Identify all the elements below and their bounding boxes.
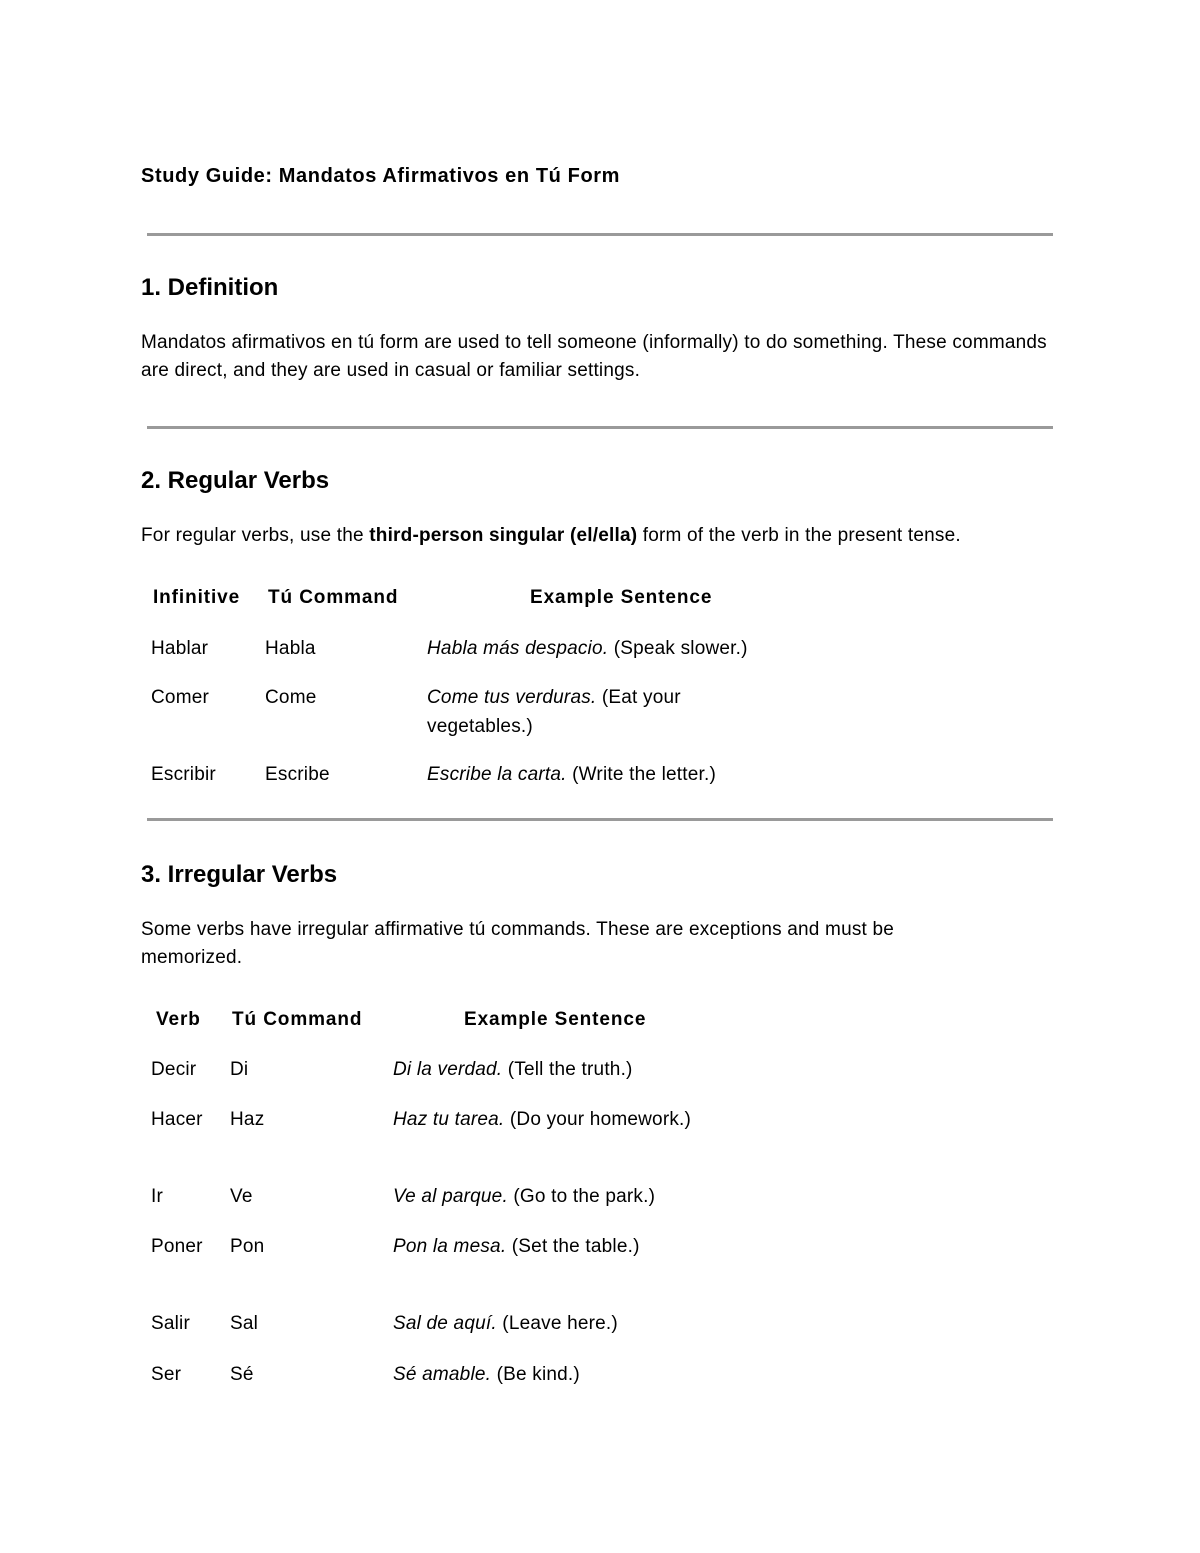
table-cell: Sé: [230, 1364, 254, 1385]
divider: [147, 233, 1053, 236]
table-cell: Comer: [151, 687, 210, 708]
example-spanish: Escribe la carta.: [427, 764, 567, 785]
example-english: (Tell the truth.): [502, 1059, 633, 1080]
intro-emphasis: third-person singular (el/ella): [369, 525, 638, 546]
example-spanish: Sé amable.: [393, 1364, 492, 1385]
column-header: Infinitive: [153, 587, 241, 608]
example-english: (Leave here.): [496, 1313, 618, 1334]
table-cell: Ser: [151, 1364, 182, 1385]
example-english: (Do your homework.): [504, 1109, 692, 1130]
table-cell: Ir: [151, 1186, 164, 1207]
column-header: Verb: [156, 1009, 201, 1030]
divider: [147, 426, 1053, 429]
table-cell: Escribe: [265, 764, 330, 785]
table-cell: Escribir: [151, 764, 216, 785]
table-cell: Ve: [230, 1186, 253, 1207]
section-heading-definition: 1. Definition: [141, 274, 279, 301]
section-heading-regular-verbs: 2. Regular Verbs: [141, 467, 330, 494]
example-english: (Speak slower.): [608, 638, 748, 659]
example-spanish: Ve al parque.: [393, 1186, 508, 1207]
example-spanish: Pon la mesa.: [393, 1236, 507, 1257]
divider: [147, 818, 1053, 821]
table-cell: Pon: [230, 1236, 265, 1257]
table-cell-example: [393, 1313, 618, 1335]
table-cell-example: [393, 1186, 655, 1208]
table-cell: Salir: [151, 1313, 191, 1334]
example-spanish: Di la verdad.: [393, 1059, 503, 1080]
example-spanish: Come tus verduras.: [427, 687, 597, 708]
table-cell: Sal: [230, 1313, 259, 1334]
column-header: Tú Command: [232, 1009, 363, 1030]
table-cell-example: [393, 1236, 640, 1258]
column-header: Example Sentence: [530, 587, 713, 608]
intro-text: For regular verbs, use the: [141, 525, 370, 546]
table-cell-example: [393, 1109, 691, 1131]
definition-text: Mandatos afirmativos en tú form are used to tell someone (informally) to do something. These commands are direct, and they are used in casual or familiar settings.: [141, 332, 1047, 381]
table-cell: Hacer: [151, 1109, 203, 1130]
table-cell: Poner: [151, 1236, 203, 1257]
table-cell-example: [393, 1364, 580, 1386]
intro-text: form of the verb in the present tense.: [637, 525, 961, 546]
example-english: (Be kind.): [491, 1364, 580, 1385]
example-english: (Go to the park.): [507, 1186, 656, 1207]
table-cell-example: [427, 634, 767, 663]
irregular-verbs-intro: Some verbs have irregular affirmative tú commands. These are exceptions and must be memorized.: [141, 919, 895, 968]
example-spanish: Sal de aquí.: [393, 1313, 497, 1334]
table-cell: Hablar: [151, 638, 209, 659]
example-english: (Set the table.): [506, 1236, 640, 1257]
regular-verbs-intro: [141, 522, 1056, 550]
table-cell-example: [393, 1059, 633, 1081]
table-cell: Di: [230, 1059, 249, 1080]
page-title: Study Guide: Mandatos Afirmativos en Tú Form: [141, 165, 621, 187]
example-spanish: Haz tu tarea.: [393, 1109, 505, 1130]
table-cell: Decir: [151, 1059, 197, 1080]
example-spanish: Habla más despacio.: [427, 638, 609, 659]
section-heading-irregular-verbs: 3. Irregular Verbs: [141, 861, 338, 888]
table-cell: Habla: [265, 638, 316, 659]
example-english: (Write the letter.): [566, 764, 716, 785]
table-cell: Haz: [230, 1109, 265, 1130]
column-header: Tú Command: [268, 587, 399, 608]
table-cell: Come: [265, 687, 317, 708]
table-cell-example: [427, 760, 767, 789]
table-cell-example: [427, 683, 747, 741]
column-header: Example Sentence: [464, 1009, 647, 1030]
example-english: (Eat your vegetables.): [427, 687, 681, 737]
